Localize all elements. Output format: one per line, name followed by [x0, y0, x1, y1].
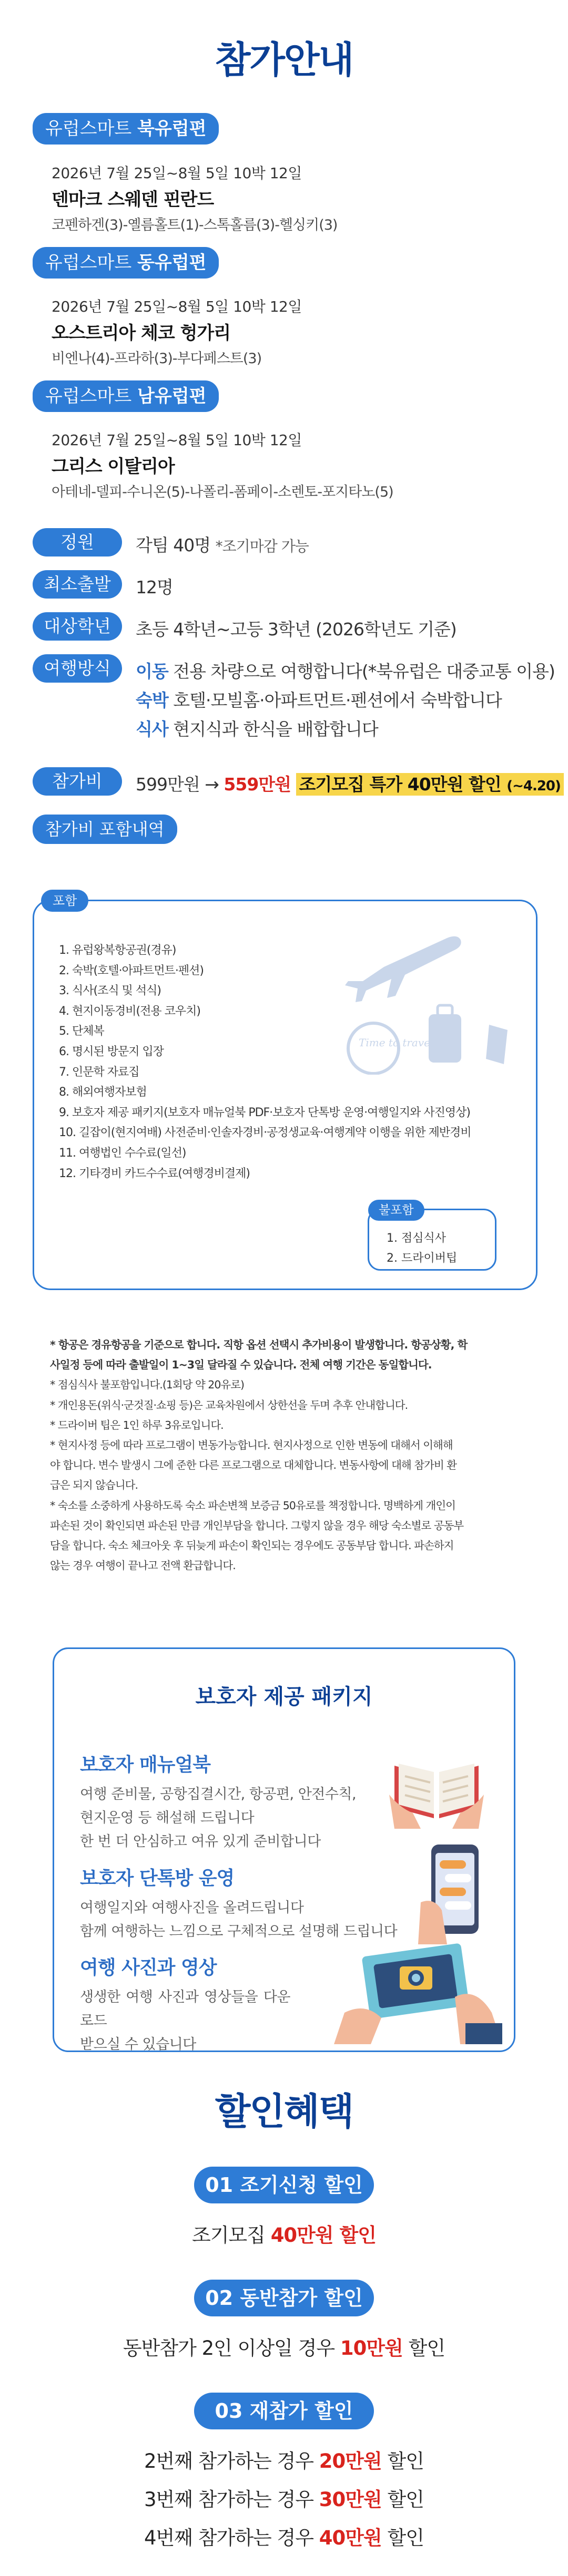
text-line: 여행 준비물, 공항집결시간, 항공편, 안전수칙, — [80, 1786, 357, 1802]
line-pre: 2번째 참가하는 경우 — [144, 2450, 319, 2472]
capacity-number: 각팀 40명 — [136, 535, 211, 555]
list-item: 3. 식사(조식 및 석식) — [59, 984, 161, 998]
fee-highlight — [296, 773, 564, 796]
travel-method-label: 여행방식 — [33, 654, 122, 683]
included-tag: 포함 — [41, 890, 88, 912]
tour-date: 2026년 7월 25일~8월 5일 10박 12일 — [52, 431, 302, 449]
target-grade-value: 초등 4학년~고등 3학년 (2026학년도 기준) — [136, 619, 457, 640]
phone-icon — [415, 1839, 500, 1944]
capacity-value — [136, 532, 309, 557]
tour-pill-east — [33, 247, 219, 279]
line-amount: 40만원 할인 — [270, 2224, 377, 2247]
tour-pill-prefix: 유럽스마트 — [45, 386, 132, 407]
tour-date: 2026년 7월 25일~8월 5일 10박 12일 — [52, 298, 302, 315]
tour-pill-prefix: 유럽스마트 — [45, 252, 132, 273]
tour-pill-name: 동유럽편 — [137, 252, 207, 273]
excluded-list — [387, 1229, 457, 1269]
method-key: 식사 — [136, 719, 168, 739]
tour-pill-south — [33, 380, 219, 412]
list-item: 9. 보호자 제공 패키지(보호자 매뉴얼북 PDF·보호자 단톡방 운영·여행일지와 사진영상) — [59, 1106, 471, 1119]
list-item: 8. 해외여행자보험 — [59, 1086, 147, 1099]
tour-pill-prefix: 유럽스마트 — [45, 118, 132, 139]
min-departure-value: 12명 — [136, 577, 173, 597]
note-line: 담을 합니다. 숙소 체크아웃 후 뒤늦게 파손이 확인되는 경우에도 공동부담 합니다. 파손하지 — [50, 1539, 454, 1552]
discount-pill-repeat: 03 재참가 할인 — [194, 2393, 374, 2429]
note-line: * 현지사정 등에 따라 프로그램이 변동가능합니다. 현지사정으로 인한 변동에 대해서 이해해 — [50, 1439, 453, 1452]
note-line: 야 합니다. 변수 발생시 그에 준한 다른 프로그램으로 대체합니다. 변동사항에 대해 참가비 환 — [50, 1459, 457, 1472]
target-grade-label: 대상학년 — [33, 612, 122, 641]
text-line: 받으실 수 있습니다 — [80, 2036, 196, 2053]
line-pre: 4번째 참가하는 경우 — [144, 2527, 319, 2549]
list-item: 2. 드라이버팁 — [387, 1252, 458, 1265]
list-item: 5. 단체복 — [59, 1025, 104, 1038]
passport-icon — [486, 1025, 508, 1064]
line-pre: 3번째 참가하는 경우 — [144, 2488, 319, 2511]
camera-icon — [334, 1934, 502, 2044]
book-icon — [384, 1745, 489, 1834]
discount-line — [0, 2445, 568, 2474]
method-text: 전용 차량으로 여행합니다(*북유럽은 대중교통 이용) — [173, 661, 555, 682]
method-text: 현지식과 한식을 배합합니다 — [173, 719, 378, 739]
tour-pill-north — [33, 113, 219, 145]
note-line: 사일정 등에 따라 출발일이 1~3일 달라질 수 있습니다. 전체 여행 기간은 동일합니다. — [50, 1358, 432, 1372]
tour-route: 코펜하겐(3)-옐름홀트(1)-스톡홀름(3)-헬싱키(3) — [52, 217, 338, 233]
note-line: 않는 경우 여행이 끝나고 전액 환급합니다. — [50, 1559, 236, 1572]
package-item-text — [80, 1782, 356, 1853]
line-post: 할인 — [381, 2527, 424, 2549]
discount-pill-companion: 02 동반참가 할인 — [194, 2280, 374, 2316]
text-line: 여행일지와 여행사진을 올려드립니다 — [80, 1900, 304, 1916]
package-item-heading: 보호자 단톡방 운영 — [80, 1868, 235, 1889]
min-departure-label: 최소출발 — [33, 570, 122, 599]
list-item: 1. 유럽왕복항공권(경유) — [59, 944, 176, 957]
fee-new: 559만원 — [224, 774, 291, 795]
text-line: 생생한 여행 사진과 영상들을 다운로드 — [80, 1989, 290, 2029]
note-line: * 드라이버 팁은 1인 하루 3유로입니다. — [50, 1418, 224, 1431]
method-text: 호텔·모빌홈·아파트먼트·펜션에서 숙박합니다 — [173, 690, 502, 710]
text-line: 함께 여행하는 느낌으로 구체적으로 설명해 드립니다 — [80, 1923, 398, 1940]
fee-label: 참가비 — [33, 767, 122, 796]
method-key: 이동 — [136, 661, 168, 682]
list-item: 7. 인문학 자료집 — [59, 1065, 139, 1079]
note-line: * 항공은 경유항공을 기준으로 합니다. 직항 옵션 선택시 추가비용이 발생합니다. 항공상황, 학 — [50, 1338, 468, 1351]
tour-destination: 덴마크 스웨덴 핀란드 — [52, 189, 214, 210]
tour-date: 2026년 7월 25일~8월 5일 10박 12일 — [52, 164, 302, 182]
package-item-heading: 여행 사진과 영상 — [80, 1957, 217, 1979]
airplane-icon — [345, 936, 461, 1002]
package-item-heading: 보호자 매뉴얼북 — [80, 1754, 210, 1776]
text-line: 한 번 더 안심하고 여유 있게 준비합니다 — [80, 1833, 321, 1850]
package-title: 보호자 제공 패키지 — [195, 1685, 373, 1709]
line-pre: 동반참가 2인 이상일 경우 — [123, 2337, 340, 2359]
list-item: 12. 기타경비 카드수수료(여행경비결제) — [59, 1167, 250, 1180]
list-item: 2. 숙박(호텔·아파트먼트·펜션) — [59, 964, 204, 977]
method-move — [136, 658, 555, 683]
note-line: 파손된 것이 확인되면 파손된 만큼 개인부담을 합니다. 그렇지 않을 경우 해당 숙소별로 공동부 — [50, 1519, 464, 1532]
discount-line — [0, 2219, 568, 2248]
illustration-text: Time to travel — [359, 1036, 434, 1049]
tour-route: 아테네-델피-수니온(5)-나폴리-폼페이-소렌토-포지타노(5) — [52, 484, 393, 500]
tour-destination: 오스트리아 체코 헝가리 — [52, 323, 231, 344]
capacity-label: 정원 — [33, 528, 122, 557]
line-post: 할인 — [402, 2337, 445, 2359]
excluded-tag: 불포함 — [368, 1200, 424, 1221]
tour-pill-name: 북유럽편 — [137, 118, 207, 139]
line-post: 할인 — [381, 2450, 424, 2472]
discount-title: 할인혜택 — [215, 2090, 353, 2133]
fee-value — [136, 771, 564, 796]
line-pre: 조기모집 — [191, 2224, 271, 2247]
line-amount: 30만원 — [319, 2488, 382, 2511]
line-amount: 20만원 — [319, 2450, 382, 2472]
note-line: 급은 되지 않습니다. — [50, 1479, 138, 1492]
notes — [50, 1335, 523, 1575]
tour-pill-name: 남유럽편 — [137, 386, 207, 407]
method-stay — [136, 687, 502, 712]
package-item-text — [80, 1985, 290, 2056]
method-key: 숙박 — [136, 690, 168, 710]
list-item: 10. 길잡이(현지여배) 사전준비·인솔자경비·공정생교육·여행계약 이행을 위한 제반경비 — [59, 1126, 471, 1140]
line-amount: 10만원 — [340, 2337, 403, 2359]
capacity-note: *조기마감 가능 — [215, 538, 309, 555]
list-item: 1. 점심식사 — [387, 1232, 446, 1245]
note-line: * 숙소를 소중하게 사용하도록 숙소 파손변책 보증금 50유로를 책정합니다. 명백하게 개인이 — [50, 1499, 455, 1512]
tour-destination: 그리스 이탈리아 — [52, 456, 175, 477]
included-heading: 참가비 포함내역 — [33, 815, 177, 844]
fee-period: (~4.20) — [506, 778, 561, 794]
note-line: * 점심식사 불포함입니다.(1회당 약 20유로) — [50, 1378, 244, 1392]
discount-line — [0, 2522, 568, 2550]
line-amount: 40만원 — [319, 2527, 382, 2549]
tour-route: 비엔나(4)-프라하(3)-부다페스트(3) — [52, 351, 262, 367]
discount-pill-early: 01 조기신청 할인 — [194, 2167, 374, 2203]
note-line: * 개인용돈(위식·군것질·쇼핑 등)은 교육차원에서 상한선을 두며 추후 안내합니다. — [50, 1398, 408, 1411]
method-meal — [136, 716, 378, 740]
list-item: 6. 명시된 방문지 입장 — [59, 1045, 164, 1058]
section-title: 참가안내 — [215, 38, 353, 81]
discount-line — [0, 2484, 568, 2512]
list-item: 4. 현지이동경비(전용 코우치) — [59, 1004, 200, 1018]
discount-line — [0, 2332, 568, 2361]
fee-old: 599만원 → — [136, 774, 219, 795]
text-line: 현지운영 등 해설해 드립니다 — [80, 1810, 255, 1826]
list-item: 11. 여행법인 수수료(일선) — [59, 1146, 186, 1160]
travel-illustration — [273, 917, 521, 1075]
fee-discount: 조기모집 특가 40만원 할인 — [299, 774, 501, 795]
line-post: 할인 — [381, 2488, 424, 2511]
